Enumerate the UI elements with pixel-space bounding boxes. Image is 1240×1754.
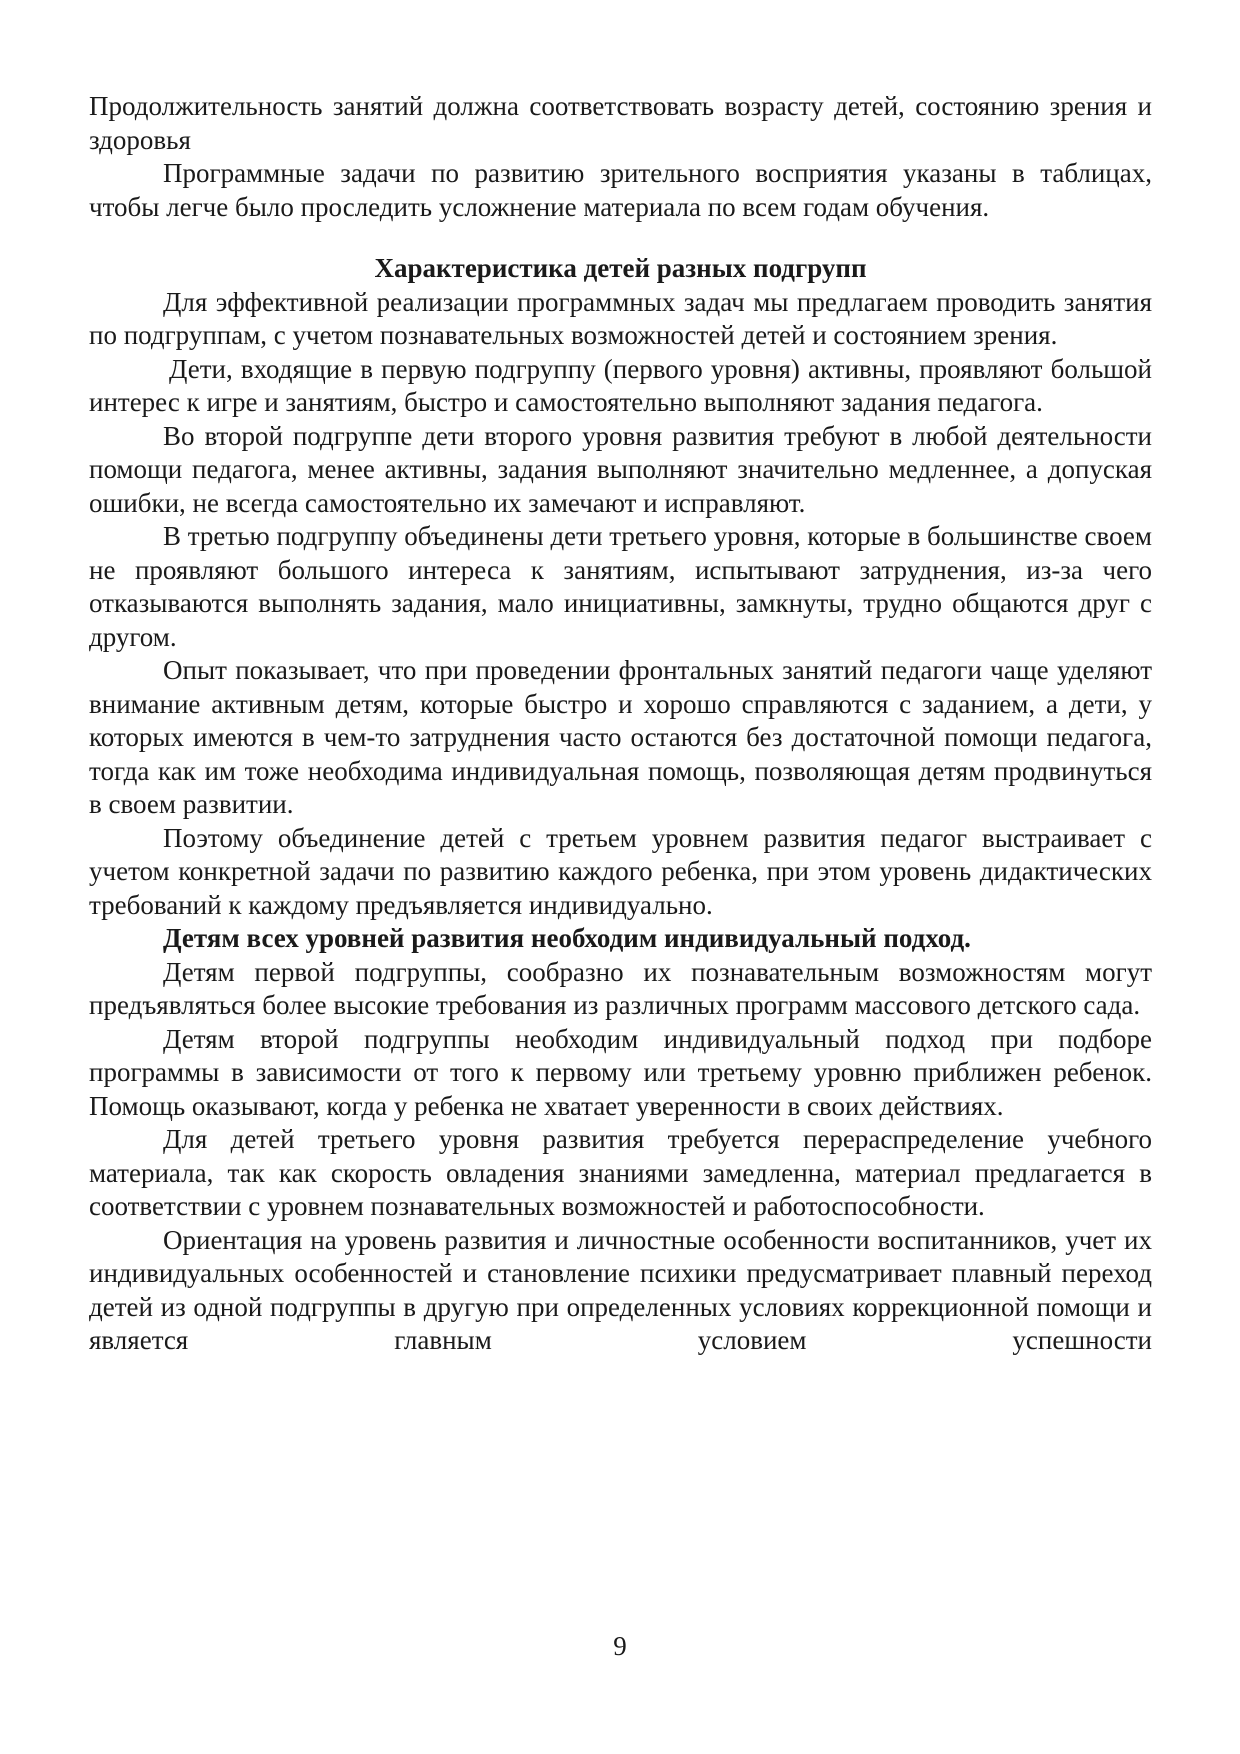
paragraph-program-tasks: Программные задачи по развитию зрительного восприятия указаны в таблицах, чтобы легче было проследить усложнение материала по всем годам обучения. [89, 158, 1152, 222]
paragraph-second-subgroup-approach: Детям второй подгруппы необходим индивидуальный подход при подборе программы в зависимости от того к первому или третьему уровню приближен ребенок. Помощь оказывают, когда у ребенка не хватает уверенности в своих действиях. [89, 1023, 1152, 1121]
paragraph-subgroups-intro: Для эффективной реализации программных задач мы предлагаем проводить занятия по подгруппам, с учетом познавательных возможностей детей и состоянием зрения. [89, 286, 1152, 350]
section-heading: Характеристика детей разных подгрупп [374, 253, 867, 283]
section-gap [89, 224, 1152, 252]
paragraph-first-subgroup: Дети, входящие в первую подгруппу (первого уровня) активны, проявляют большой интерес к игре и занятиям, быстро и самостоятельно выполняют задания педагога. [89, 353, 1152, 417]
page-number: 9 [613, 1631, 627, 1661]
page-content [89, 90, 1152, 1358]
paragraph-duration: Продолжительность занятий должна соответствовать возрасту детей, состоянию зрения и здоровья [89, 91, 1152, 155]
paragraph-combination: Поэтому объединение детей с третьем уровнем развития педагог выстраивает с учетом конкретной задачи по развитию каждого ребенка, при этом уровень дидактических требований к каждому предъявляется индивидуально. [89, 822, 1152, 920]
bold-statement: Детям всех уровней развития необходим индивидуальный подход. [163, 923, 971, 953]
paragraph-second-subgroup: Во второй подгруппе дети второго уровня развития требуют в любой деятельности помощи педагога, менее активны, задания выполняют значительно медленнее, а допуская ошибки, не всегда самостоятельно их замечают и исправляют. [89, 420, 1152, 518]
paragraph-orientation: Ориентация на уровень развития и личностные особенности воспитанников, учет их индивидуальных особенностей и становление психики предусматривает плавный переход детей из одной подгруппы в другую при определенных условиях коррекционной помощи и является главным условием успешности [89, 1224, 1152, 1355]
paragraph-experience: Опыт показывает, что при проведении фронтальных занятий педагоги чаще уделяют внимание активным детям, которые быстро и хорошо справляются с заданием, а дети, у которых имеются в чем-то затруднения часто остаются без достаточной помощи педагога, тогда как им тоже необходима индивидуальная помощь, позволяющая детям продвинуться в своем развитии. [89, 655, 1152, 819]
paragraph-first-subgroup-requirements: Детям первой подгруппы, сообразно их познавательным возможностям могут предъявляться более высокие требования из различных программ массового детского сада. [89, 956, 1152, 1020]
paragraph-third-subgroup: В третью подгруппу объединены дети третьего уровня, которые в большинстве своем не проявляют большого интереса к занятиям, испытывают затруднения, из-за чего отказываются выполнять задания, мало инициативны, замкнуты, трудно общаются друг с другом. [89, 521, 1152, 652]
paragraph-third-level-material: Для детей третьего уровня развития требуется перераспределение учебного материала, так как скорость овладения знаниями замедленна, материал предлагается в соответствии с уровнем познавательных возможностей и работоспособности. [89, 1124, 1152, 1221]
